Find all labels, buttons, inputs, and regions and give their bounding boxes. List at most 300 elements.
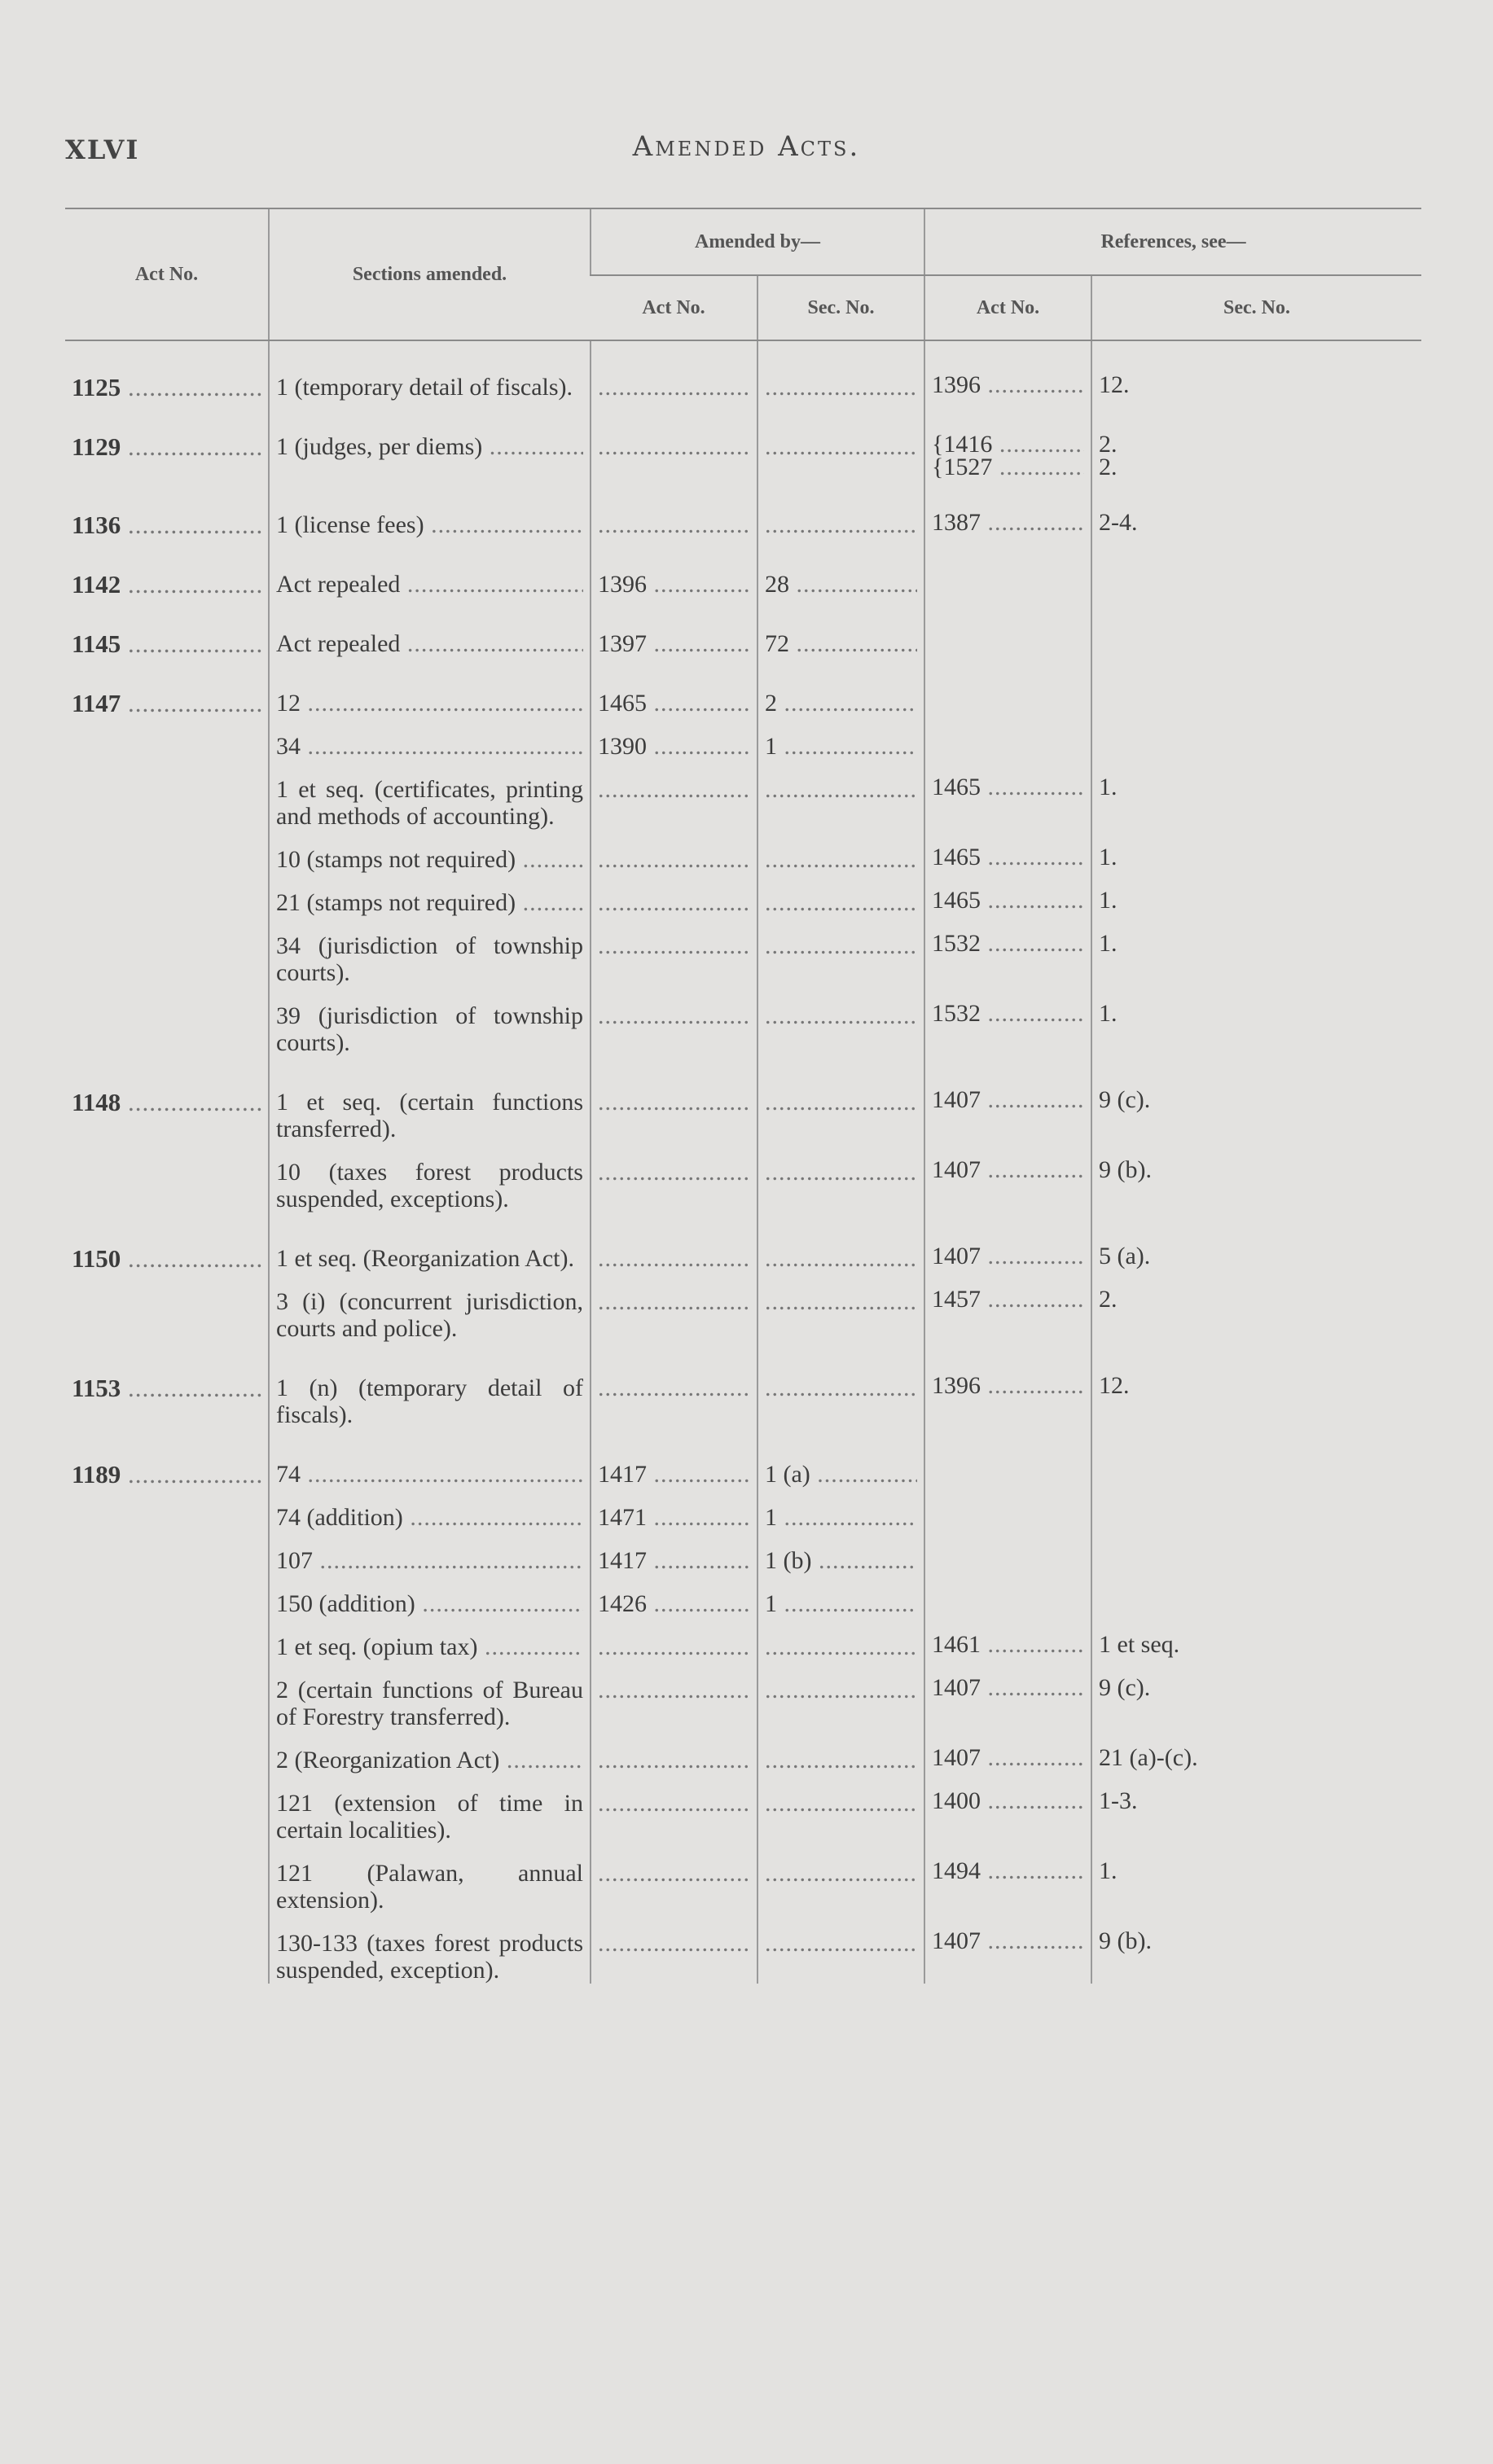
section-amended [269, 830, 591, 873]
section-amended-text: 1 (judges, per diems) ..... [276, 433, 583, 460]
section-amended-text: 10 (taxes forest products suspended, exceptions). [276, 1159, 583, 1212]
section-amended-text: 1 et seq. (opium tax) ..... [276, 1633, 583, 1660]
amended-by-sec [757, 1056, 924, 1142]
act-number [65, 1056, 269, 1142]
reference-act [924, 986, 1091, 1056]
amended-by-act-text: 1426 ..... [598, 1590, 750, 1617]
amended-by-act [591, 916, 757, 986]
act-number-text: 1147 ..... [72, 690, 261, 717]
reference-sec-text: 9 (b). [1099, 1927, 1152, 1954]
reference-act [924, 1531, 1091, 1574]
amended-by-sec [757, 1730, 924, 1773]
table-row [65, 1056, 1421, 1142]
section-amended [269, 401, 591, 479]
amended-by-act-text [598, 846, 750, 873]
amended-by-sec [757, 1914, 924, 1984]
reference-act-text: 1407 ..... [932, 1747, 1084, 1769]
reference-act [924, 1212, 1091, 1272]
act-number [65, 1730, 269, 1773]
amended-by-act-text: 1397 ..... [598, 630, 750, 657]
act-number-text: 1145 ..... [72, 630, 261, 657]
amended-by-sec [757, 1212, 924, 1272]
table-row [65, 717, 1421, 760]
amended-by-sec [757, 760, 924, 830]
amended-by-act [591, 717, 757, 760]
amended-by-act [591, 1142, 757, 1212]
act-number [65, 760, 269, 830]
amended-by-sec-text [765, 1245, 917, 1272]
amended-by-sec-text [765, 1747, 917, 1773]
reference-sec [1091, 1730, 1421, 1773]
amended-by-act-text: 1390 ..... [598, 733, 750, 760]
act-number [65, 1660, 269, 1730]
amended-by-act [591, 598, 757, 657]
reference-act-text: 1407 ..... [932, 1159, 1084, 1182]
reference-act-text: 1465 ..... [932, 889, 1084, 912]
amended-by-act [591, 1531, 757, 1574]
reference-act-text: {1416 ..... [932, 433, 1084, 456]
amended-by-act [591, 657, 757, 717]
reference-sec [1091, 1142, 1421, 1212]
reference-sec [1091, 538, 1421, 598]
reference-sec [1091, 1617, 1421, 1660]
table-row [65, 1142, 1421, 1212]
reference-sec-text: 21 (a)-(c). [1099, 1744, 1198, 1771]
table-row [65, 1488, 1421, 1531]
act-number [65, 1574, 269, 1617]
reference-act-text: 1400 ..... [932, 1790, 1084, 1813]
act-number [65, 873, 269, 916]
table-row [65, 916, 1421, 986]
reference-sec-text: 1. [1099, 930, 1118, 957]
reference-sec [1091, 1428, 1421, 1488]
amended-by-sec-text: 1 ..... [765, 1590, 917, 1617]
reference-act-text: 1532 ..... [932, 932, 1084, 955]
amended-by-act-text [598, 511, 750, 538]
section-amended-text: 10 (stamps not required) ..... [276, 846, 583, 873]
amended-by-sec-text [765, 1374, 917, 1401]
section-amended-text: 121 (extension of time in certain localities). [276, 1790, 583, 1844]
reference-sec-text: 1. [1099, 844, 1118, 870]
amended-by-act-text [598, 1677, 750, 1703]
amended-by-act [591, 1056, 757, 1142]
table-row [65, 340, 1421, 401]
column-header-ref-sec-no: Sec. No. [1091, 275, 1421, 340]
table-row [65, 1844, 1421, 1914]
table-body [65, 340, 1421, 1984]
amended-by-act [591, 1272, 757, 1342]
section-amended-text: 107 ..... [276, 1547, 583, 1574]
section-amended-text: Act repealed ..... [276, 630, 583, 657]
section-amended-text: 1 (temporary detail of fiscals). [276, 374, 573, 401]
reference-sec-text: 2. [1099, 1286, 1118, 1313]
amended-by-sec [757, 873, 924, 916]
act-number [65, 1773, 269, 1844]
table-row [65, 1342, 1421, 1428]
reference-sec [1091, 1212, 1421, 1272]
amended-by-sec [757, 1531, 924, 1574]
reference-act [924, 657, 1091, 717]
section-amended [269, 1660, 591, 1730]
column-header-sections-amended: Sections amended. [269, 208, 591, 340]
amended-by-sec [757, 1660, 924, 1730]
reference-sec [1091, 1272, 1421, 1342]
amended-by-act-text [598, 1860, 750, 1887]
reference-sec [1091, 1914, 1421, 1984]
reference-sec [1091, 1342, 1421, 1428]
reference-sec-text: 12. [1099, 1372, 1130, 1399]
amended-by-act-text [598, 889, 750, 916]
amended-by-sec [757, 717, 924, 760]
reference-act [924, 1428, 1091, 1488]
amended-by-act-text [598, 1747, 750, 1773]
table-row [65, 1617, 1421, 1660]
reference-act [924, 760, 1091, 830]
amended-by-act [591, 479, 757, 538]
reference-act [924, 1342, 1091, 1428]
reference-sec [1091, 340, 1421, 401]
reference-sec-text: 2. [1099, 431, 1118, 458]
table-row [65, 1272, 1421, 1342]
section-amended-text: 39 (jurisdiction of township courts). [276, 1002, 583, 1056]
section-amended-text: 150 (addition) ..... [276, 1590, 583, 1617]
reference-act [924, 1844, 1091, 1914]
amended-by-sec-text [765, 1002, 917, 1029]
table-header [65, 208, 1421, 340]
amended-by-sec [757, 1617, 924, 1660]
act-number [65, 401, 269, 479]
reference-act-text: 1532 ..... [932, 1002, 1084, 1025]
reference-sec-text: 1 et seq. [1099, 1631, 1180, 1658]
act-number [65, 479, 269, 538]
amended-by-sec-text [765, 1159, 917, 1186]
reference-act-text: 1461 ..... [932, 1633, 1084, 1656]
amended-by-sec-text [765, 1288, 917, 1315]
section-amended-text: 1 et seq. (Reorganization Act). [276, 1245, 575, 1272]
reference-sec [1091, 1531, 1421, 1574]
amended-by-sec [757, 1773, 924, 1844]
reference-sec-text: 12. [1099, 371, 1130, 398]
reference-act [924, 1914, 1091, 1984]
amended-by-sec-text: 1 (b) ..... [765, 1547, 917, 1574]
section-amended-text: 2 (Reorganization Act) ..... [276, 1747, 583, 1773]
amended-by-act-text [598, 776, 750, 803]
amended-by-act-text [598, 1159, 750, 1186]
amended-by-act-text [598, 932, 750, 959]
column-header-amended-act-no: Act No. [591, 275, 757, 340]
amended-by-act-text: 1396 ..... [598, 571, 750, 598]
table-row [65, 1773, 1421, 1844]
amended-by-act-text: 1417 ..... [598, 1547, 750, 1574]
table-row [65, 986, 1421, 1056]
amended-by-sec-text [765, 374, 917, 401]
amended-by-sec [757, 830, 924, 873]
amended-by-act-text: 1465 ..... [598, 690, 750, 717]
reference-sec-text: 1. [1099, 774, 1118, 800]
act-number-text: 1129 ..... [72, 433, 261, 460]
amended-by-sec [757, 1488, 924, 1531]
act-number [65, 538, 269, 598]
reference-act-text: 1396 ..... [932, 374, 1084, 397]
act-number [65, 1272, 269, 1342]
reference-sec [1091, 717, 1421, 760]
reference-act [924, 538, 1091, 598]
section-amended-text: 21 (stamps not required) ..... [276, 889, 583, 916]
amended-by-act [591, 1914, 757, 1984]
reference-act-text-2: {1527 ..... [932, 456, 1084, 479]
act-number [65, 1428, 269, 1488]
amended-by-sec-text [765, 511, 917, 538]
reference-sec [1091, 873, 1421, 916]
reference-sec-text: 9 (b). [1099, 1156, 1152, 1183]
amended-by-sec [757, 986, 924, 1056]
amended-by-sec-text [765, 889, 917, 916]
reference-act-text: 1407 ..... [932, 1089, 1084, 1111]
reference-sec-text-2: 2. [1099, 454, 1118, 480]
table-row [65, 760, 1421, 830]
amended-by-act [591, 1428, 757, 1488]
act-number [65, 1531, 269, 1574]
amended-by-sec-text [765, 1930, 917, 1957]
section-amended [269, 1142, 591, 1212]
amended-by-act [591, 1773, 757, 1844]
reference-sec-text: 1. [1099, 1857, 1118, 1884]
section-amended [269, 1488, 591, 1531]
amended-by-sec-text: 28 ..... [765, 571, 917, 598]
amended-by-sec [757, 401, 924, 479]
amended-by-act-text [598, 374, 750, 401]
section-amended [269, 1056, 591, 1142]
table-row [65, 1730, 1421, 1773]
amended-by-sec [757, 1272, 924, 1342]
reference-act [924, 401, 1091, 479]
amended-by-sec-text [765, 1860, 917, 1887]
table-row [65, 1914, 1421, 1984]
amended-by-act [591, 830, 757, 873]
act-number [65, 657, 269, 717]
table-row [65, 873, 1421, 916]
section-amended-text: 34 (jurisdiction of township courts). [276, 932, 583, 986]
amended-by-sec-text [765, 776, 917, 803]
reference-act-text: 1387 ..... [932, 511, 1084, 534]
act-number [65, 986, 269, 1056]
amended-by-sec [757, 916, 924, 986]
amended-by-sec-text [765, 846, 917, 873]
section-amended [269, 538, 591, 598]
act-number [65, 1342, 269, 1428]
amended-by-act-text [598, 1089, 750, 1116]
section-amended-text: 12 ..... [276, 690, 583, 717]
section-amended [269, 598, 591, 657]
reference-sec [1091, 1574, 1421, 1617]
section-amended [269, 1844, 591, 1914]
amended-by-sec-text: 1 (a) ..... [765, 1461, 917, 1488]
reference-sec-text: 2-4. [1099, 509, 1138, 536]
act-number [65, 830, 269, 873]
reference-act [924, 598, 1091, 657]
reference-sec-text: 1-3. [1099, 1787, 1138, 1814]
amended-by-act [591, 1574, 757, 1617]
act-number [65, 1844, 269, 1914]
table-row [65, 1212, 1421, 1272]
reference-act [924, 1730, 1091, 1773]
amended-by-act-text [598, 1245, 750, 1272]
reference-act [924, 1617, 1091, 1660]
amended-by-sec-text: 2 ..... [765, 690, 917, 717]
section-amended [269, 1730, 591, 1773]
amended-by-sec [757, 598, 924, 657]
amended-by-sec-text [765, 433, 917, 460]
section-amended [269, 873, 591, 916]
act-number-text: 1136 ..... [72, 511, 261, 538]
act-number [65, 1488, 269, 1531]
table-row [65, 538, 1421, 598]
amended-by-act [591, 1730, 757, 1773]
section-amended-text: 130-133 (taxes forest products suspended, exception). [276, 1930, 583, 1984]
reference-sec-text: 1. [1099, 887, 1118, 914]
amended-by-act [591, 340, 757, 401]
amended-by-act [591, 873, 757, 916]
amended-by-sec [757, 1428, 924, 1488]
section-amended-text: 121 (Palawan, annual extension). [276, 1860, 583, 1914]
amended-by-sec [757, 1844, 924, 1914]
amended-by-act [591, 1617, 757, 1660]
amended-by-act [591, 1488, 757, 1531]
reference-sec [1091, 479, 1421, 538]
section-amended [269, 1531, 591, 1574]
reference-act-text: 1407 ..... [932, 1677, 1084, 1699]
reference-act [924, 1142, 1091, 1212]
reference-sec [1091, 830, 1421, 873]
act-number [65, 1617, 269, 1660]
column-header-ref-act-no: Act No. [924, 275, 1091, 340]
table-row [65, 657, 1421, 717]
section-amended [269, 986, 591, 1056]
amended-by-sec-text [765, 1633, 917, 1660]
reference-sec [1091, 1488, 1421, 1531]
amended-by-sec-text [765, 1677, 917, 1703]
section-amended [269, 1617, 591, 1660]
section-amended-text: 1 et seq. (certificates, printing and methods of accounting). [276, 776, 583, 830]
act-number [65, 1142, 269, 1212]
reference-sec [1091, 598, 1421, 657]
amended-by-act [591, 760, 757, 830]
amended-by-sec [757, 657, 924, 717]
reference-act [924, 916, 1091, 986]
reference-act-text: 1465 ..... [932, 776, 1084, 799]
amended-by-act [591, 1212, 757, 1272]
reference-sec [1091, 760, 1421, 830]
reference-sec [1091, 1844, 1421, 1914]
section-amended-text: 2 (certain functions of Bureau of Forestry transferred). [276, 1677, 583, 1730]
act-number [65, 717, 269, 760]
amended-by-sec [757, 340, 924, 401]
reference-act [924, 1660, 1091, 1730]
act-number-text: 1142 ..... [72, 571, 261, 598]
act-number [65, 1212, 269, 1272]
reference-act-text: 1494 ..... [932, 1860, 1084, 1883]
amended-by-sec-text [765, 932, 917, 959]
amended-by-act-text: 1471 ..... [598, 1504, 750, 1531]
section-amended-text: 1 (license fees) ..... [276, 511, 583, 538]
amended-by-act-text [598, 1633, 750, 1660]
section-amended [269, 1574, 591, 1617]
section-amended [269, 340, 591, 401]
amended-by-act-text [598, 1930, 750, 1957]
reference-act [924, 1488, 1091, 1531]
table-row [65, 401, 1421, 479]
section-amended [269, 1272, 591, 1342]
table-row [65, 479, 1421, 538]
reference-sec [1091, 1660, 1421, 1730]
section-amended-text: 1 (n) (temporary detail of fiscals). [276, 1374, 583, 1428]
reference-sec [1091, 657, 1421, 717]
reference-sec [1091, 1056, 1421, 1142]
reference-act [924, 1773, 1091, 1844]
amended-by-act [591, 538, 757, 598]
table-row [65, 598, 1421, 657]
act-number-text: 1189 ..... [72, 1461, 261, 1488]
amended-by-sec-text: 1 ..... [765, 733, 917, 760]
amended-by-sec-text: 1 ..... [765, 1504, 917, 1531]
amended-by-sec [757, 479, 924, 538]
section-amended [269, 479, 591, 538]
reference-sec [1091, 1773, 1421, 1844]
reference-sec-text: 9 (c). [1099, 1674, 1151, 1701]
reference-act [924, 1056, 1091, 1142]
amended-by-sec [757, 1142, 924, 1212]
amended-by-sec-text: 72 ..... [765, 630, 917, 657]
reference-act-text: 1396 ..... [932, 1374, 1084, 1397]
section-amended [269, 657, 591, 717]
reference-sec-text: 5 (a). [1099, 1243, 1151, 1269]
act-number [65, 1914, 269, 1984]
reference-sec [1091, 986, 1421, 1056]
act-number [65, 916, 269, 986]
reference-act [924, 717, 1091, 760]
amended-by-act [591, 1342, 757, 1428]
table-row [65, 1660, 1421, 1730]
reference-act [924, 340, 1091, 401]
amended-by-act [591, 1660, 757, 1730]
amended-by-act [591, 401, 757, 479]
reference-sec-text: 1. [1099, 1000, 1118, 1027]
act-number-text: 1153 ..... [72, 1374, 261, 1401]
section-amended [269, 1342, 591, 1428]
amended-by-sec [757, 1342, 924, 1428]
act-number-text: 1150 ..... [72, 1245, 261, 1272]
table-row [65, 830, 1421, 873]
section-amended [269, 717, 591, 760]
section-amended-text: 74 ..... [276, 1461, 583, 1488]
section-amended [269, 1428, 591, 1488]
section-amended [269, 1773, 591, 1844]
section-amended-text: 34 ..... [276, 733, 583, 760]
section-amended [269, 916, 591, 986]
section-amended-text: 74 (addition) ..... [276, 1504, 583, 1531]
act-number-text: 1125 ..... [72, 374, 261, 401]
table-row [65, 1428, 1421, 1488]
reference-sec [1091, 916, 1421, 986]
reference-act [924, 1574, 1091, 1617]
amended-acts-table [65, 208, 1421, 1984]
page-number: XLVI [65, 134, 140, 165]
act-number [65, 340, 269, 401]
table-row [65, 1531, 1421, 1574]
act-number [65, 598, 269, 657]
section-amended [269, 1914, 591, 1984]
page-title: Amended Acts. [632, 130, 861, 163]
